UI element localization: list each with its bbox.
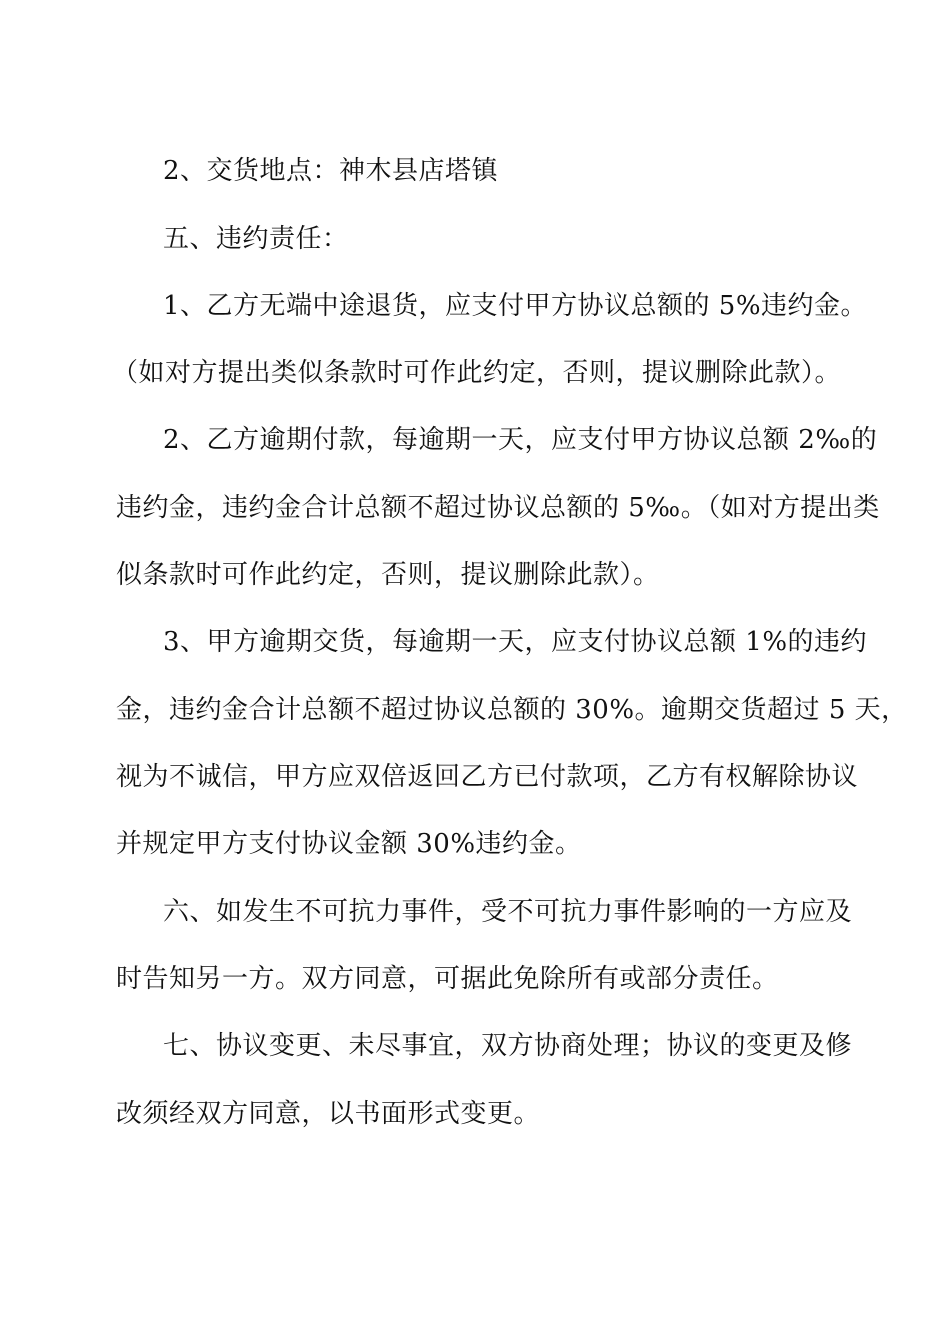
clause-2-line-2: 违约金，违约金合计总额不超过协议总额的 5‰。（如对方提出类 [116,493,880,523]
clause-1-line-2: （如对方提出类似条款时可作此约定，否则，提议删除此款）。 [112,358,842,388]
clause-2-line-3: 似条款时可作此约定，否则，提议删除此款）。 [116,560,660,590]
clause-3-line-4: 并规定甲方支付协议金额 30%违约金。 [116,829,582,859]
section-six-line-2: 时告知另一方。双方同意，可据此免除所有或部分责任。 [116,964,779,994]
delivery-location-line: 2、交货地点：神木县店塔镇 [163,156,499,186]
section-six-line-1: 六、如发生不可抗力事件，受不可抗力事件影响的一方应及 [163,897,853,927]
clause-3-line-1: 3、甲方逾期交货，每逾期一天，应支付协议总额 1%的违约 [163,627,868,657]
section-seven-line-1: 七、协议变更、未尽事宜，双方协商处理；协议的变更及修 [163,1031,853,1061]
section-five-heading: 五、违约责任： [163,224,349,254]
section-seven-line-2: 改须经双方同意，以书面形式变更。 [116,1099,541,1129]
clause-1-line-1: 1、乙方无端中途退货，应支付甲方协议总额的 5%违约金。 [163,291,868,321]
clause-2-line-1: 2、乙方逾期付款，每逾期一天，应支付甲方协议总额 2‰的 [163,425,878,455]
clause-3-line-3: 视为不诚信，甲方应双倍返回乙方已付款项，乙方有权解除协议 [116,762,859,792]
clause-3-line-2: 金，违约金合计总额不超过协议总额的 30%。逾期交货超过 5 天， [116,695,908,725]
